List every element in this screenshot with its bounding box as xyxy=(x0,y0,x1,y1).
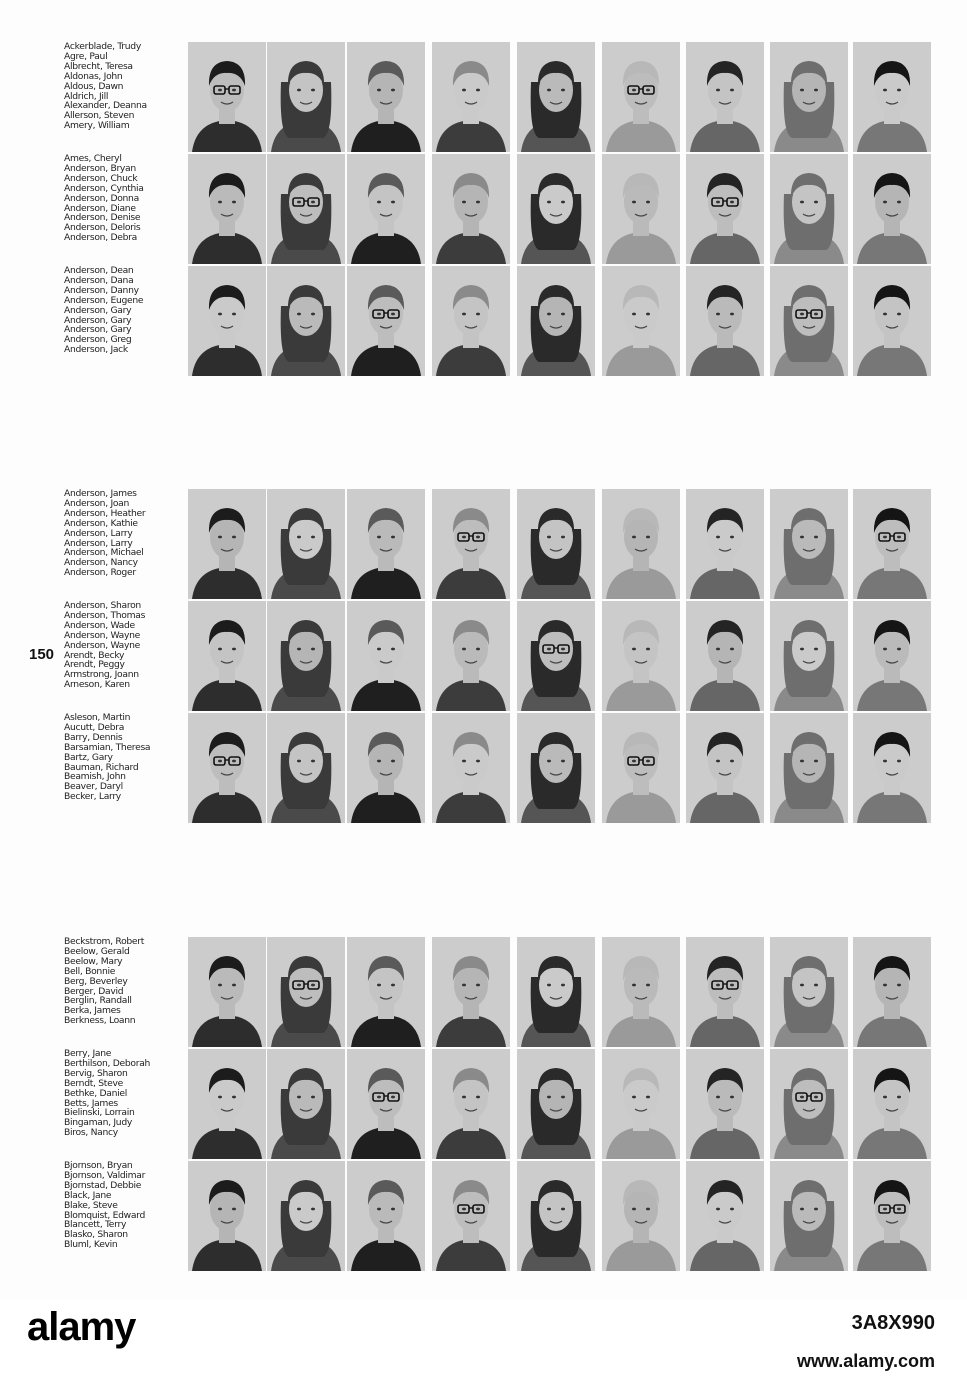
student-name: Anderson, Wayne xyxy=(64,629,140,641)
student-name: Berka, James xyxy=(64,1005,121,1017)
student-portrait xyxy=(347,489,425,599)
name-list xyxy=(64,42,186,131)
student-portrait xyxy=(432,489,510,599)
student-portrait xyxy=(602,713,680,823)
student-portrait xyxy=(770,1161,848,1271)
student-name: Anderson, Dana xyxy=(64,274,134,286)
student-name: Anderson, James xyxy=(64,488,137,499)
student-portrait xyxy=(267,154,345,264)
student-portrait xyxy=(267,42,345,152)
student-portrait xyxy=(853,1161,931,1271)
student-name: Anderson, Thomas xyxy=(64,609,146,621)
student-name: Anderson, Debra xyxy=(64,232,137,244)
student-portrait xyxy=(267,489,345,599)
student-portrait xyxy=(853,154,931,264)
student-portrait xyxy=(432,266,510,376)
student-name: Berg, Beverley xyxy=(64,975,128,987)
student-portrait xyxy=(686,266,764,376)
student-portrait xyxy=(267,1049,345,1159)
student-name: Anderson, Deloris xyxy=(64,222,141,234)
student-name: Bielinski, Lorrain xyxy=(64,1107,135,1119)
student-portrait xyxy=(686,1049,764,1159)
student-portrait xyxy=(432,1161,510,1271)
student-portrait xyxy=(517,713,595,823)
student-portrait xyxy=(432,713,510,823)
name-list xyxy=(64,937,186,1026)
student-portrait xyxy=(770,154,848,264)
student-portrait xyxy=(686,489,764,599)
student-portrait xyxy=(853,1049,931,1159)
student-portrait xyxy=(517,42,595,152)
student-portrait xyxy=(188,154,266,264)
student-portrait xyxy=(517,1161,595,1271)
student-name: Anderson, Bryan xyxy=(64,162,136,174)
student-name: Agre, Paul xyxy=(64,50,108,62)
footer-info xyxy=(797,1312,935,1372)
student-portrait xyxy=(770,601,848,711)
student-name: Anderson, Larry xyxy=(64,527,133,539)
student-portrait xyxy=(347,1161,425,1271)
student-portrait xyxy=(853,937,931,1047)
student-portrait xyxy=(432,154,510,264)
student-portrait xyxy=(188,1049,266,1159)
student-portrait xyxy=(347,937,425,1047)
student-name: Aldonas, John xyxy=(64,70,123,82)
student-name: Arendt, Peggy xyxy=(64,659,125,671)
student-name: Bingaman, Judy xyxy=(64,1117,132,1129)
student-name: Anderson, Gary xyxy=(64,324,132,336)
student-name: Ames, Cheryl xyxy=(64,153,122,164)
student-name: Anderson, Sharon xyxy=(64,600,141,611)
student-name: Arendt, Becky xyxy=(64,649,125,661)
portrait-row xyxy=(0,489,967,599)
student-name: Beamish, John xyxy=(64,771,126,783)
student-name: Bethke, Daniel xyxy=(64,1087,127,1099)
student-portrait xyxy=(267,1161,345,1271)
image-id: 3A8X990 xyxy=(851,1312,935,1334)
student-name: Berger, David xyxy=(64,985,124,997)
student-name: Anderson, Joan xyxy=(64,497,130,509)
portrait-row xyxy=(0,601,967,711)
student-portrait xyxy=(188,266,266,376)
student-portrait xyxy=(517,601,595,711)
student-name: Barry, Dennis xyxy=(64,731,123,743)
student-name: Barsamian, Theresa xyxy=(64,741,151,753)
student-portrait xyxy=(602,937,680,1047)
student-portrait xyxy=(602,1049,680,1159)
student-name: Black, Jane xyxy=(64,1189,112,1201)
student-name: Bervig, Sharon xyxy=(64,1067,128,1079)
name-list xyxy=(64,601,186,690)
student-portrait xyxy=(432,42,510,152)
student-name: Bjornson, Bryan xyxy=(64,1160,133,1171)
student-name: Bell, Bonnie xyxy=(64,965,116,977)
student-name: Beckstrom, Robert xyxy=(64,936,145,947)
student-name: Ackerblade, Trudy xyxy=(64,41,141,52)
student-name: Anderson, Gary xyxy=(64,304,132,316)
student-portrait xyxy=(770,1049,848,1159)
student-name: Anderson, Donna xyxy=(64,192,139,204)
student-name: Becker, Larry xyxy=(64,791,121,803)
student-portrait xyxy=(517,1049,595,1159)
student-name: Bauman, Richard xyxy=(64,761,139,773)
student-name: Biros, Nancy xyxy=(64,1127,118,1139)
student-name: Anderson, Larry xyxy=(64,537,133,549)
student-portrait xyxy=(686,42,764,152)
student-name: Anderson, Kathie xyxy=(64,517,138,529)
student-portrait xyxy=(770,266,848,376)
student-name: Anderson, Michael xyxy=(64,547,144,559)
student-portrait xyxy=(686,154,764,264)
student-portrait xyxy=(347,713,425,823)
alamy-logo: alamy xyxy=(27,1305,136,1349)
student-portrait xyxy=(853,601,931,711)
student-name: Anderson, Denise xyxy=(64,212,141,224)
student-name: Bjornson, Valdimar xyxy=(64,1169,146,1181)
student-name: Blake, Steve xyxy=(64,1199,118,1211)
student-name: Bartz, Gary xyxy=(64,751,113,763)
student-name: Anderson, Wayne xyxy=(64,639,140,651)
student-name: Allerson, Steven xyxy=(64,110,135,122)
portrait-row xyxy=(0,42,967,152)
student-portrait xyxy=(188,713,266,823)
student-portrait xyxy=(188,489,266,599)
student-name: Anderson, Dean xyxy=(64,265,134,276)
student-portrait xyxy=(853,266,931,376)
portrait-row xyxy=(0,937,967,1047)
student-name: Berndt, Steve xyxy=(64,1077,123,1089)
student-name: Berry, Jane xyxy=(64,1048,112,1059)
student-name: Beaver, Daryl xyxy=(64,781,123,793)
student-portrait xyxy=(517,937,595,1047)
student-name: Beelow, Mary xyxy=(64,955,123,967)
student-name: Blancett, Terry xyxy=(64,1219,127,1231)
student-name: Albrecht, Teresa xyxy=(64,60,133,72)
student-portrait xyxy=(602,601,680,711)
student-name: Blasko, Sharon xyxy=(64,1229,128,1241)
name-list xyxy=(64,266,186,355)
student-portrait xyxy=(770,713,848,823)
student-name: Bjornstad, Debbie xyxy=(64,1179,142,1191)
student-name: Aldrich, Jill xyxy=(64,90,109,102)
student-name: Anderson, Heather xyxy=(64,507,146,519)
student-portrait xyxy=(267,937,345,1047)
student-name: Armstrong, Joann xyxy=(64,669,139,681)
student-name: Aucutt, Debra xyxy=(64,721,125,733)
student-portrait xyxy=(686,601,764,711)
student-name: Anderson, Jack xyxy=(64,344,128,356)
student-portrait xyxy=(188,601,266,711)
name-list xyxy=(64,713,186,802)
student-name: Anderson, Roger xyxy=(64,567,136,579)
student-portrait xyxy=(347,42,425,152)
student-portrait xyxy=(686,713,764,823)
student-portrait xyxy=(853,42,931,152)
student-portrait xyxy=(602,489,680,599)
student-name: Berkness, Loann xyxy=(64,1015,136,1027)
student-name: Anderson, Diane xyxy=(64,202,136,214)
student-portrait xyxy=(517,266,595,376)
student-portrait xyxy=(267,266,345,376)
student-portrait xyxy=(602,154,680,264)
student-portrait xyxy=(686,1161,764,1271)
student-portrait xyxy=(432,937,510,1047)
student-portrait xyxy=(188,42,266,152)
student-portrait xyxy=(602,266,680,376)
student-portrait xyxy=(347,266,425,376)
student-name: Alexander, Deanna xyxy=(64,100,147,112)
student-name: Asleson, Martin xyxy=(64,712,131,723)
name-list xyxy=(64,1161,186,1250)
student-name: Anderson, Chuck xyxy=(64,172,138,184)
student-name: Berglin, Randall xyxy=(64,995,132,1007)
student-portrait xyxy=(188,937,266,1047)
student-name: Anderson, Nancy xyxy=(64,557,138,569)
portrait-row xyxy=(0,266,967,376)
student-portrait xyxy=(347,1049,425,1159)
student-portrait xyxy=(602,1161,680,1271)
student-portrait xyxy=(602,42,680,152)
student-portrait xyxy=(347,154,425,264)
student-portrait xyxy=(432,1049,510,1159)
student-name: Anderson, Wade xyxy=(64,619,135,631)
student-name: Amery, William xyxy=(64,120,130,132)
portrait-row xyxy=(0,713,967,823)
student-name: Beelow, Gerald xyxy=(64,945,130,957)
student-portrait xyxy=(853,489,931,599)
student-name: Betts, James xyxy=(64,1097,118,1109)
student-name: Anderson, Cynthia xyxy=(64,182,144,194)
student-name: Anderson, Greg xyxy=(64,334,132,346)
student-name: Aldous, Dawn xyxy=(64,80,124,92)
name-list xyxy=(64,489,186,578)
student-portrait xyxy=(432,601,510,711)
portrait-row xyxy=(0,154,967,264)
portrait-row xyxy=(0,1049,967,1159)
student-name: Berthilson, Deborah xyxy=(64,1057,151,1069)
student-portrait xyxy=(517,154,595,264)
student-portrait xyxy=(770,42,848,152)
student-name: Anderson, Danny xyxy=(64,284,139,296)
student-name: Blomquist, Edward xyxy=(64,1209,145,1221)
student-portrait xyxy=(770,937,848,1047)
name-list xyxy=(64,1049,186,1138)
student-name: Anderson, Eugene xyxy=(64,294,144,306)
student-name: Bluml, Kevin xyxy=(64,1239,118,1251)
portrait-row xyxy=(0,1161,967,1271)
student-portrait xyxy=(770,489,848,599)
student-portrait xyxy=(188,1161,266,1271)
footer-url: www.alamy.com xyxy=(796,1351,935,1371)
student-portrait xyxy=(267,601,345,711)
student-portrait xyxy=(267,713,345,823)
page-number: 150 xyxy=(29,646,55,663)
student-name: Anderson, Gary xyxy=(64,314,132,326)
name-list xyxy=(64,154,186,243)
student-portrait xyxy=(853,713,931,823)
student-portrait xyxy=(517,489,595,599)
student-portrait xyxy=(347,601,425,711)
student-portrait xyxy=(686,937,764,1047)
student-name: Arneson, Karen xyxy=(64,679,130,691)
